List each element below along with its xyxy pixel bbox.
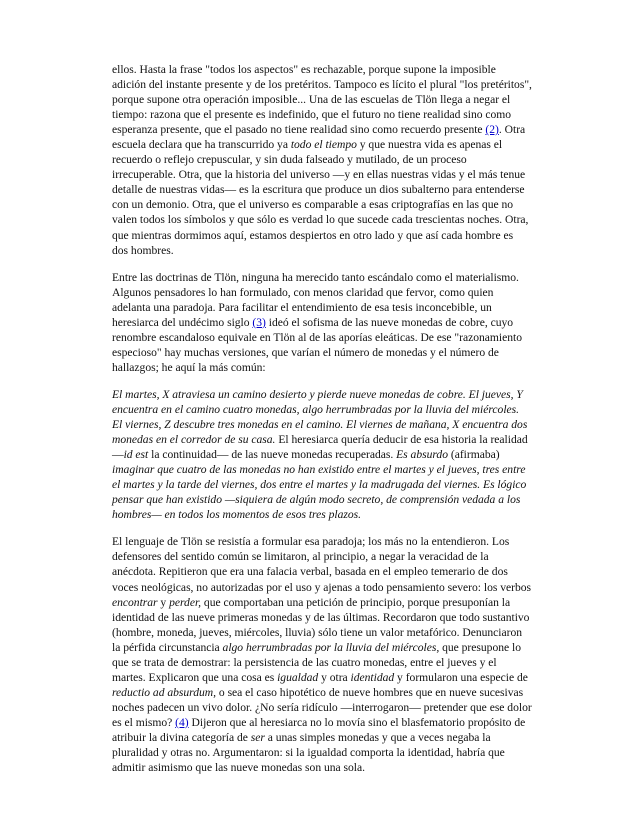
body-text: a unas simples monedas y que a veces negaba la pluralidad y otras no. Argumentaron: si la igualdad comporta la identidad, habría que admitir asimismo que las nueve monedas son una sola. [112, 730, 505, 775]
italic-text: encontrar [112, 595, 158, 609]
paragraph-common-sense-rebuttal [112, 534, 532, 775]
body-text: El lenguaje de Tlön se resistía a formular esa paradoja; los más no la entendieron. Los defensores del sentido común se limitaron, al principio, a negar la veracidad de la anécdota. Repitieron que era una falacia verbal, basada en el empleo temerario de dos voces neológicas, no autorizadas por el uso y ajenas a todo pensamiento severo: los verbos [112, 535, 532, 594]
body-text: y otra [318, 670, 351, 684]
body-text: y que nuestra vida es apenas el recuerdo o reflejo crepuscular, y sin duda falseado y mutilado, de un proceso irrecuperable. Otra, que la historia del universo —y en ellas nuestras vidas y el más tenue detalle de nuestras vidas— es la escritura que produce un dios subalterno para entenderse con un demonio. Otra, que el universo es comparable a esas criptografías en las que no valen todos los símbolos y que sólo es verdad lo que sucede cada trescientas noches. Otra, que mientras dormimos aquí, estamos despiertos en otro lado y que así cada hombre es dos hombres. [112, 138, 529, 257]
footnote-link[interactable]: (2) [485, 123, 499, 137]
body-text: y [157, 595, 170, 609]
italic-text: imaginar que cuatro de las monedas no han existido entre el martes y el jueves, tres entre el martes y la tarde del viernes, dos entre el martes y la madrugada del viernes. Es lógico pensar que han existido —siquiera de algún modo secreto, de comprensión vedada a los hombres— en todos los momentos de esos tres plazos. [112, 463, 527, 522]
body-text: o sea el caso hipotético de nueve hombres que en nueve sucesivas noches padecen un vivo dolor. ¿No sería ridículo —interrogaron— pretender que ese dolor es el mismo? [112, 685, 532, 729]
italic-text: todo el tiempo [290, 138, 357, 152]
footnote-link[interactable]: (4) [175, 715, 189, 729]
italic-text: algo herrumbradas por la lluvia del miércoles, [222, 640, 440, 654]
body-text: la continuidad— de las nueve monedas recuperadas. [148, 448, 397, 462]
italic-text: ser [250, 730, 265, 744]
italic-text: igualdad [277, 670, 319, 684]
footnote-link[interactable]: (3) [252, 315, 266, 329]
paragraph-time-doctrines [112, 62, 532, 258]
italic-text: id est [123, 448, 149, 462]
paragraph-nine-coins-sophism [112, 387, 532, 522]
body-text: Dijeron que al heresiarca no lo movía sino el blasfematorio propósito de atribuir la divina categoría de [112, 715, 526, 744]
italic-text: identidad [350, 670, 395, 684]
body-text: que presupone lo que se trata de demostrar: la persistencia de las cuatro monedas, entre el jueves y el martes. Explicaron que una cosa es [112, 640, 521, 684]
body-text: . Otra escuela declara que ha transcurrido ya [112, 123, 526, 152]
body-text: ideó el sofisma de las nueve monedas de cobre, cuyo renombre escandaloso equivale en Tlön al de las aporías eleáticas. De ese "razonamiento especioso" hay muchas versiones, que varían el número de monedas y el número de hallazgos; he aquí la más común: [112, 315, 522, 374]
italic-text: perder, [169, 595, 202, 609]
paragraph-materialism [112, 270, 532, 375]
italic-text: reductio ad absurdum, [112, 685, 217, 699]
document-page [112, 62, 532, 775]
body-text: y formularon una especie de [394, 670, 528, 684]
body-text: (afirmaba) [447, 448, 500, 462]
italic-text: Es absurdo [396, 448, 448, 462]
body-text: que comportaban una petición de principio, porque presuponían la identidad de las nueve primeras monedas y de las últimas. Recordaron que todo sustantivo (hombre, moneda, jueves, miércoles, lluvia) sólo tiene un valor metafórico. Denunciaron la pérfida circunstancia [112, 595, 530, 654]
italic-text: El martes, X atraviesa un camino desierto y pierde nueve monedas de cobre. El jueves, Y encuentra en el camino cuatro monedas, algo herrumbradas por la lluvia del miércoles. El viernes, Z descubre tres monedas en el camino. El viernes de mañana, X encuentra dos monedas en el corredor de su casa. [112, 387, 528, 447]
body-text: Entre las doctrinas de Tlön, ninguna ha merecido tanto escándalo como el materialismo. Algunos pensadores lo han formulado, con menos claridad que fervor, como quien adelanta una paradoja. Para facilitar el entendimiento de esa tesis inconcebible, un heresiarca del undécimo siglo [112, 270, 519, 329]
body-text: El heresiarca quería deducir de esa historia la realidad — [112, 433, 528, 462]
body-text: ellos. Hasta la frase "todos los aspectos" es rechazable, porque supone la imposible adición del instante presente y de los pretéritos. Tampoco es lícito el plural "los pretéritos", porque supone otra operación imposible... Una de las escuelas de Tlön llega a negar el tiempo: razona que el presente es indefinido, que el futuro no tiene realidad sino como esperanza presente, que el pasado no tiene realidad sino como recuerdo presente [112, 63, 532, 137]
